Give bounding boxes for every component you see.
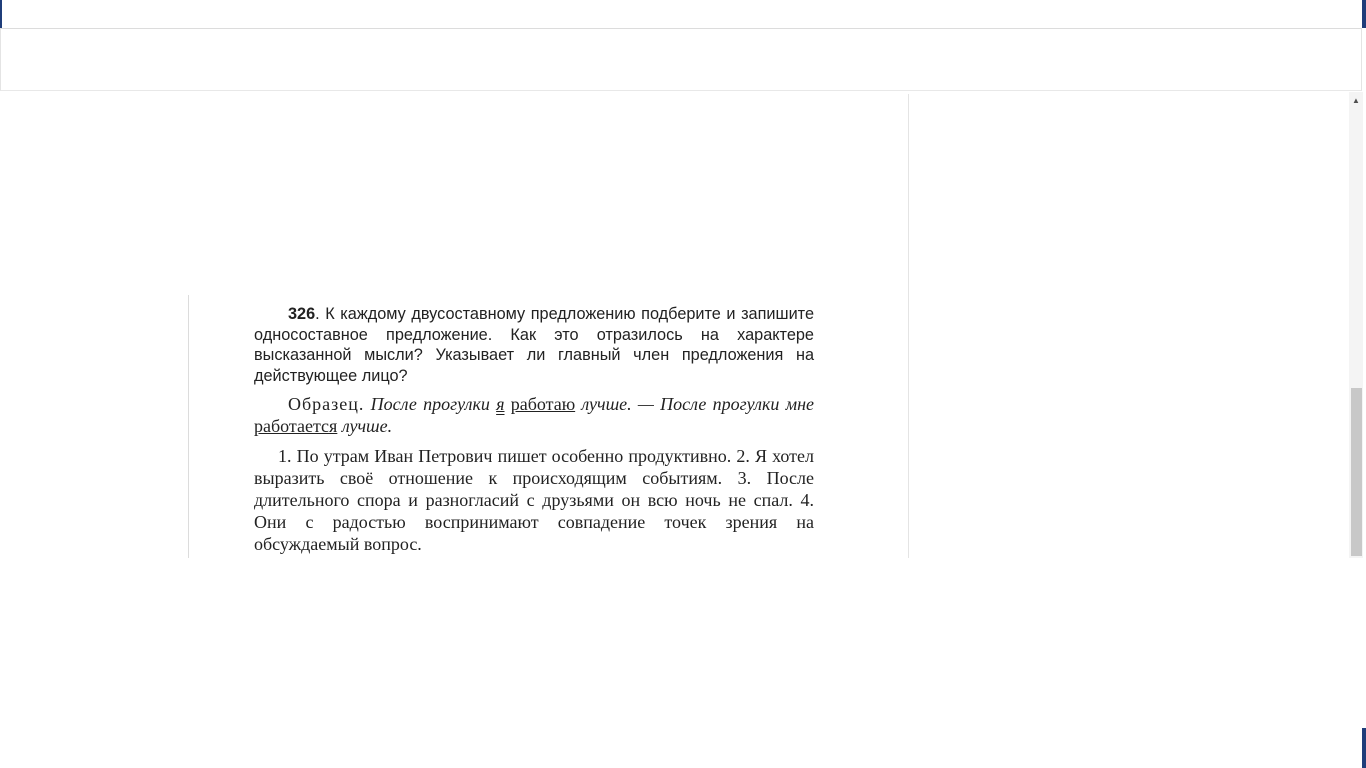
scrollbar-thumb[interactable] (1351, 388, 1362, 556)
sample-part-2: лучше. — После прогулки мне (581, 394, 814, 414)
exercise-task (254, 304, 814, 386)
page-border-right (908, 94, 909, 558)
top-bar (0, 28, 1362, 91)
sample-predicate-1: работаю (510, 394, 576, 414)
exercise-sentences: 1. По утрам Иван Петрович пишет особенно продуктивно. 2. Я хотел выразить своё отношение к происходящим событиям. 3. После длительного спора и разногласий с друзьями он всю ночь не спал. 4. Они с радостью воспринимают совпадение точек зрения на обсуждаемый вопрос. (254, 446, 814, 554)
window-edge-right-bottom (1362, 728, 1366, 768)
scroll-up-arrow-icon[interactable]: ▲ (1352, 95, 1360, 105)
window-edge-left (0, 0, 2, 28)
sample-part-3: лучше. (341, 415, 393, 436)
window-edge-right-top (1362, 0, 1366, 28)
sample-subject: я (496, 394, 505, 414)
sample-predicate-2: работается (254, 415, 338, 436)
page-border-left (188, 295, 189, 558)
exercise-number: 326 (288, 305, 316, 323)
exercise-sample (254, 394, 814, 437)
sample-part-1: После прогулки (370, 394, 490, 414)
exercise-block (254, 304, 814, 555)
exercise-task-text: . К каждому двусоставному предложению подберите и запишите односоставное предложение. Как это отразилось на характере высказанной мысли? Указывает ли главный член предложения на действующее лицо? (254, 305, 814, 385)
sample-label: Образец. (288, 394, 365, 414)
